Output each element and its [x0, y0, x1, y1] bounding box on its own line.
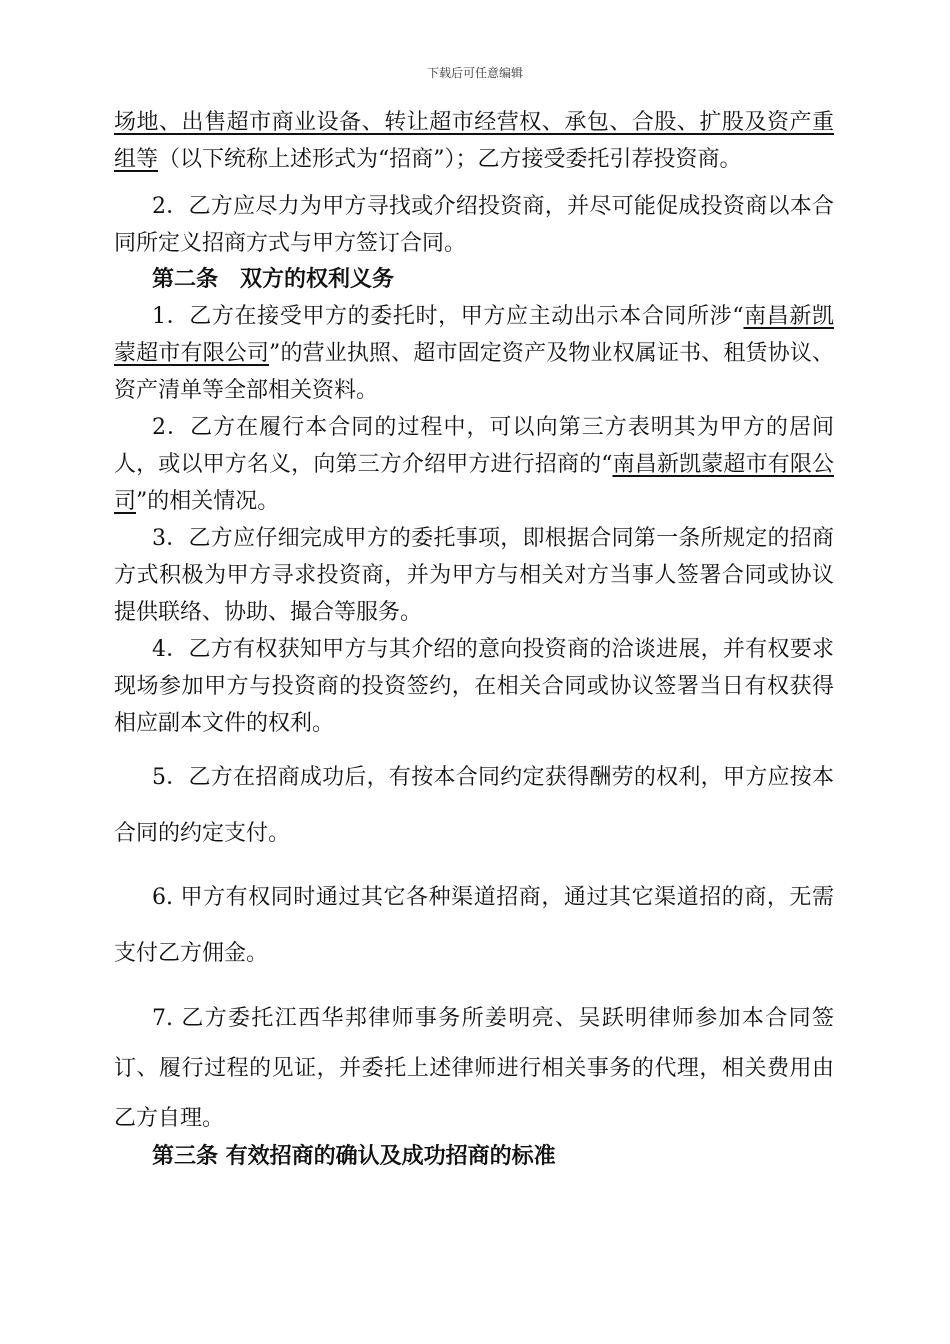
article-2-item-5: 5．乙方在招商成功后，有按本合同约定获得酬劳的权利，甲方应按本合同的约定支付。 [114, 765, 834, 846]
article-2-item-4: 4．乙方有权获知甲方与其介绍的意向投资商的洽谈进展，并有权要求现场参加甲方与投资商的投资签约，在相关合同或协议签署当日有权获得相应副本文件的权利。 [114, 637, 834, 736]
article-2-item-3: 3．乙方应仔细完成甲方的委托事项，即根据合同第一条所规定的招商方式积极为甲方寻求投资商，并为甲方与相关对方当事人签署合同或协议提供联络、协助、撮合等服务。 [114, 526, 834, 625]
article-2-item-1 [114, 298, 834, 409]
item-text: 1．乙方在接受甲方的委托时，甲方应主动出示本合同所涉“ [152, 304, 744, 329]
item-text: ”的营业执照、超市固定资产及物业权属证书、租赁协议、资产清单等全部相关资料。 [114, 341, 834, 403]
clause-1-2: 2．乙方应尽力为甲方寻找或介绍投资商，并尽可能促成投资商以本合同所定义招商方式与甲方签订合同。 [114, 194, 834, 256]
article-2-item-2 [114, 409, 834, 520]
item-text: ”的相关情况。 [136, 489, 280, 514]
item-text: 2．乙方在履行本合同的过程中，可以向第三方表明其为甲方的居间人，或以甲方名义，向第三方介绍甲方进行招商的“ [114, 415, 834, 477]
paragraph-continuation [114, 104, 834, 178]
paragraph-text: （以下统称上述形式为“招商”）；乙方接受委托引荐投资商。 [158, 147, 742, 172]
company-name: 南昌新凯蒙超市有限公司 [114, 452, 834, 514]
article-3-heading: 第三条 有效招商的确认及成功招商的标准 [152, 1143, 556, 1169]
company-name: 南昌新凯蒙超市有限公司 [114, 304, 834, 366]
article-2-item-7: 7. 乙方委托江西华邦律师事务所姜明亮、吴跃明律师参加本合同签订、履行过程的见证，并委托上述律师进行相关事务的代理，相关费用由乙方自理。 [114, 1006, 834, 1131]
article-2-heading: 第二条 双方的权利义务 [152, 266, 395, 292]
article-2-item-6: 6. 甲方有权同时通过其它各种渠道招商，通过其它渠道招的商，无需支付乙方佣金。 [114, 885, 834, 966]
underlined-text: 场地、出售超市商业设备、转让超市经营权、承包、合股、扩股及资产重组等 [114, 110, 834, 172]
page-header: 下载后可任意编辑 [426, 66, 523, 80]
document-body [114, 104, 834, 1175]
